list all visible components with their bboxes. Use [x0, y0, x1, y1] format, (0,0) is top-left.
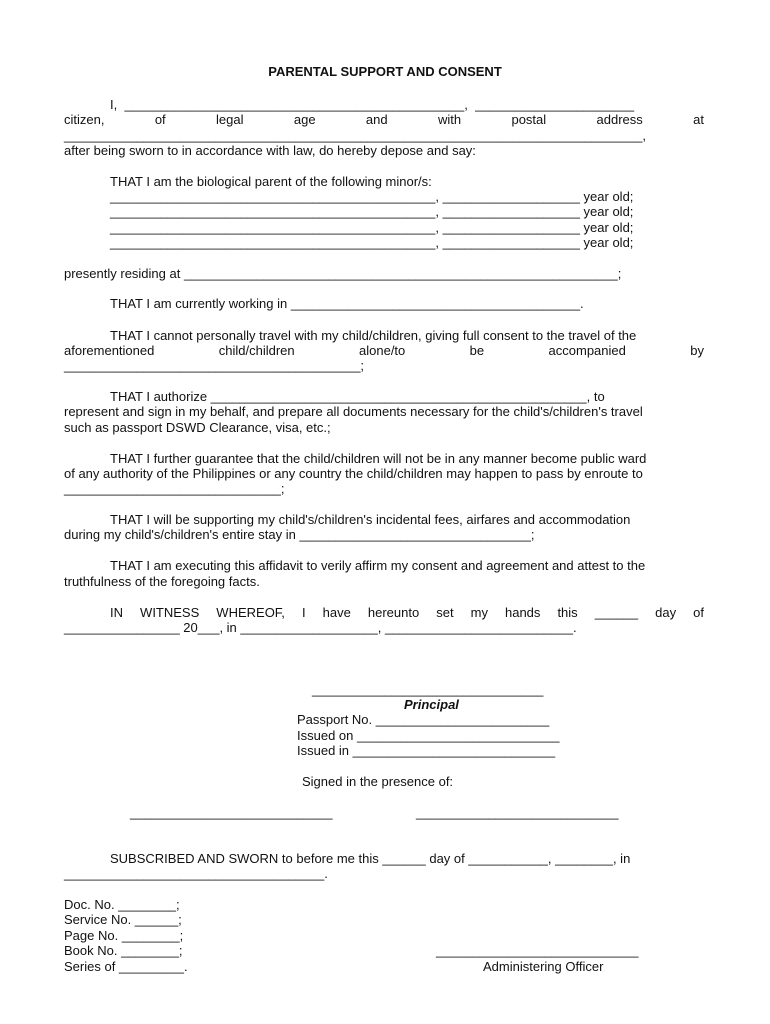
document-title: PARENTAL SUPPORT AND CONSENT: [268, 64, 502, 79]
book-number: Book No. ________;: [64, 943, 183, 958]
minor-line-1: _____________________________________________, ___________________ year old;: [110, 189, 634, 204]
line-truthfulness: truthfulness of the foregoing facts.: [64, 574, 260, 589]
officer-signature-line: ____________________________: [436, 943, 639, 958]
jurat-line-1: SUBSCRIBED AND SWORN to before me this ______ day of ___________, ________, in: [110, 851, 631, 866]
line-residing: presently residing at ____________________________________________________________;: [64, 266, 622, 281]
administering-officer-label: Administering Officer: [483, 959, 604, 974]
line-date-place: ________________ 20___, in ___________________, __________________________.: [64, 620, 577, 635]
line-working: THAT I am currently working in ________________________________________.: [110, 296, 584, 311]
line-accompanied: aforementioned child/children alone/to be accompanied by: [64, 343, 704, 358]
line-authority: of any authority of the Philippines or any country the child/children may happen to pass by enroute to: [64, 466, 643, 481]
line-witness-whereof: IN WITNESS WHEREOF, I have hereunto set my hands this ______ day of: [110, 605, 704, 620]
line-name: I, _______________________________________________, ______________________: [110, 97, 635, 112]
line-passport: such as passport DSWD Clearance, visa, etc.;: [64, 420, 331, 435]
line-authorize: THAT I authorize ____________________________________________________, to: [110, 389, 605, 404]
passport-number: Passport No. ________________________: [297, 712, 550, 727]
line-entire-stay: during my child's/children's entire stay in ________________________________;: [64, 527, 535, 542]
witness-line-1: ____________________________: [130, 805, 333, 820]
line-address-blank: ________________________________________________________________________________,: [64, 128, 647, 143]
line-guarantee: THAT I further guarantee that the child/children will not be in any manner become public ward: [110, 451, 647, 466]
doc-number: Doc. No. ________;: [64, 897, 180, 912]
issued-in: Issued in ____________________________: [297, 743, 556, 758]
line-enroute-blank: ______________________________;: [64, 481, 285, 496]
signed-presence-label: Signed in the presence of:: [302, 774, 454, 789]
minor-line-2: _____________________________________________, ___________________ year old;: [110, 204, 634, 219]
principal-label: Principal: [404, 697, 459, 712]
principal-signature-line: ________________________________: [312, 682, 544, 697]
line-cannot-travel: THAT I cannot personally travel with my child/children, giving full consent to the travel of the: [110, 328, 637, 343]
line-citizen: citizen, of legal age and with postal address at: [64, 112, 704, 127]
issued-on: Issued on ____________________________: [297, 728, 560, 743]
line-accompanied-blank: _________________________________________;: [64, 358, 365, 373]
witness-line-2: ____________________________: [416, 805, 619, 820]
service-number: Service No. ______;: [64, 912, 182, 927]
line-sworn: after being sworn to in accordance with law, do hereby depose and say:: [64, 143, 476, 158]
line-represent: represent and sign in my behalf, and prepare all documents necessary for the child's/children's travel: [64, 404, 643, 419]
minor-line-3: _____________________________________________, ___________________ year old;: [110, 220, 634, 235]
line-supporting: THAT I will be supporting my child's/children's incidental fees, airfares and accommodation: [110, 512, 631, 527]
line-biological-parent: THAT I am the biological parent of the following minor/s:: [110, 174, 432, 189]
series-of: Series of _________.: [64, 959, 188, 974]
minor-line-4: _____________________________________________, ___________________ year old;: [110, 235, 634, 250]
page-number: Page No. ________;: [64, 928, 184, 943]
line-executing: THAT I am executing this affidavit to verily affirm my consent and agreement and attest to the: [110, 558, 646, 573]
jurat-line-2: ____________________________________.: [64, 866, 328, 881]
